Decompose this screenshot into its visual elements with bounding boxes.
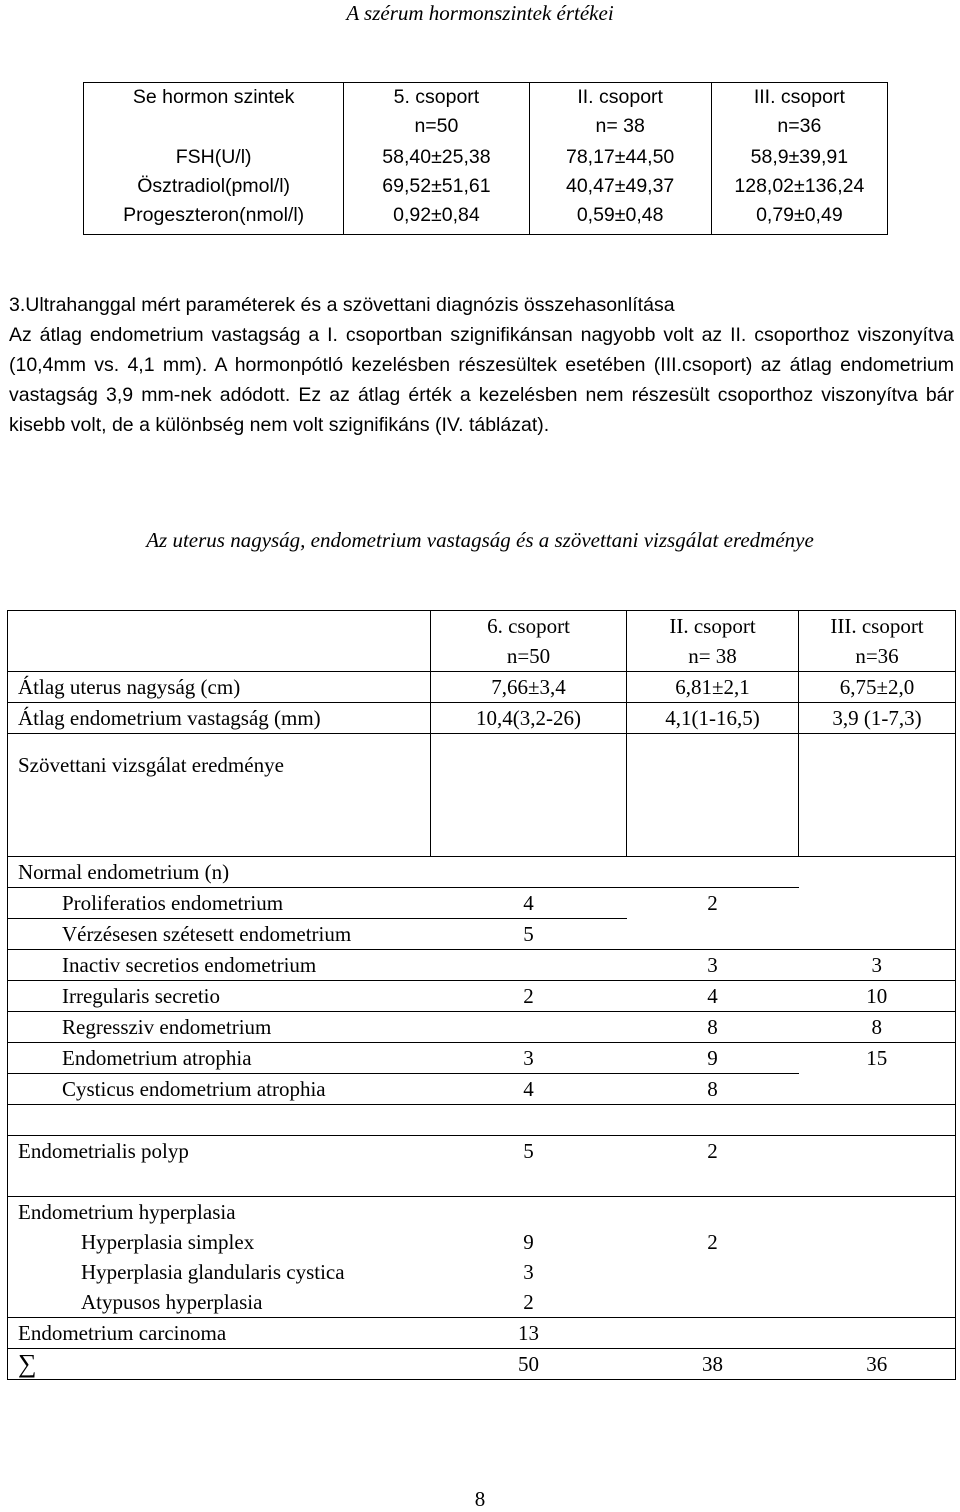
row-label: Endometrialis polyp [8, 1136, 431, 1167]
cell-value: 50 [431, 1349, 627, 1380]
cell-value: 15 [799, 1043, 956, 1074]
empty-cell [627, 734, 799, 857]
header-label [8, 611, 431, 672]
table-row [8, 672, 956, 703]
header-group-3: III. csoport n=36 [711, 83, 887, 144]
cell-value: 36 [799, 1349, 956, 1380]
row-label: Hyperplasia simplex [8, 1227, 431, 1257]
cell-value: 3 [431, 1043, 627, 1074]
row-label: Progeszteron(nmol/l) [84, 201, 344, 235]
table-header-row [84, 83, 888, 144]
spacer-row [8, 1105, 956, 1136]
cell-value: 4 [627, 981, 799, 1012]
cell-value: 0,79±0,49 [711, 201, 887, 235]
cell-value: 9 [523, 1230, 534, 1254]
cell-value [799, 1227, 956, 1257]
table-row [8, 1074, 956, 1105]
cell-value [627, 1257, 799, 1287]
cell-value: 3 [523, 1260, 534, 1284]
cell-value: 3 [799, 950, 956, 981]
cell-value: 8 [799, 1012, 956, 1043]
table-row [8, 888, 956, 919]
row-label: Endometrium hyperplasia [8, 1197, 431, 1228]
cell-value [627, 919, 799, 950]
table-row [8, 950, 956, 981]
header-group-2: II. csoport n= 38 [529, 83, 711, 144]
hormone-table [83, 82, 888, 235]
row-label: Inactiv secretios endometrium [8, 950, 431, 981]
table-row [8, 1318, 956, 1349]
table-row [8, 1136, 956, 1167]
table-row [8, 703, 956, 734]
cell-value [799, 1074, 956, 1105]
empty-cell [627, 1166, 799, 1197]
uterus-histology-table [7, 610, 956, 1380]
cell-value [627, 1287, 799, 1318]
cell-value: 5 [431, 1136, 627, 1167]
cell-value: 69,52±51,61 [344, 172, 529, 201]
section-body: Az átlag endometrium vastagság a I. csoportban szignifikánsan nagyobb volt az II. csoporthoz viszonyítva (10,4mm vs. 4,1 mm). A hormonpótló kezelésben részesültek esetében (III.csoport) az átlag endometrium vastagság 3,9 mm-nek adódott. Ez az átlag érték a kezelésben nem részesült csoporthoz viszonyítva bár kisebb volt, de a különbség nem volt szignifikáns (IV. táblázat). [9, 324, 954, 436]
row-label: Normal endometrium (n) [8, 857, 431, 888]
cell-value [627, 1318, 799, 1349]
cell-value [431, 950, 627, 981]
cell-value: 6,75±2,0 [799, 672, 956, 703]
cell-value: 6,81±2,1 [627, 672, 799, 703]
table2-title: Az uterus nagyság, endometrium vastagság és a szövettani vizsgálat eredménye [146, 528, 814, 552]
empty-cell [799, 734, 956, 857]
row-label: Atypusos hyperplasia [8, 1287, 431, 1318]
empty-cell [8, 1166, 431, 1197]
table-row [84, 143, 888, 172]
cell-value: 4,1(1-16,5) [627, 703, 799, 734]
empty-cell [627, 1105, 799, 1136]
cell-value: 2 [523, 1290, 534, 1314]
sum-row [8, 1349, 956, 1380]
cell-value: 3 [627, 950, 799, 981]
empty-cell [627, 1197, 799, 1228]
cell-value: 13 [431, 1318, 627, 1349]
sum-symbol: ∑ [8, 1349, 431, 1380]
empty-cell [431, 857, 627, 888]
cell-value: 0,92±0,84 [344, 201, 529, 235]
cell-value [799, 888, 956, 919]
row-label: Ösztradiol(pmol/l) [84, 172, 344, 201]
ultrasound-section [9, 290, 954, 440]
row-label: FSH(U/l) [84, 143, 344, 172]
cell-value [431, 1012, 627, 1043]
row-label: Hyperplasia glandularis cystica [8, 1257, 431, 1287]
empty-cell [799, 1166, 956, 1197]
empty-cell [627, 857, 799, 888]
cell-value [799, 1257, 956, 1287]
cell-value: 38 [627, 1349, 799, 1380]
header-group-2: II. csoport n= 38 [627, 611, 799, 672]
table-row [8, 1012, 956, 1043]
header-label: Se hormon szintek [84, 83, 344, 144]
row-label: Átlag endometrium vastagság (mm) [8, 703, 431, 734]
spacer-row [8, 1166, 956, 1197]
cell-value: 8 [627, 1074, 799, 1105]
cell-value [799, 1287, 956, 1318]
table-row [8, 919, 956, 950]
table-row [8, 1257, 956, 1287]
row-label: Vérzésesen szétesett endometrium [8, 919, 431, 950]
cell-value: 7,66±3,4 [431, 672, 627, 703]
cell-value: 4 [431, 1074, 627, 1105]
empty-cell [8, 1105, 431, 1136]
cell-value: 5 [431, 919, 627, 950]
empty-cell [799, 1197, 956, 1228]
header-group-3: III. csoport n=36 [799, 611, 956, 672]
cell-value: 2 [431, 981, 627, 1012]
row-label: Cysticus endometrium atrophia [8, 1074, 431, 1105]
cell-value: 9 [627, 1043, 799, 1074]
row-label: Endometrium atrophia [8, 1043, 431, 1074]
empty-cell [431, 1166, 627, 1197]
row-label: Proliferatios endometrium [8, 888, 431, 919]
header-group-1: 5. csoport n=50 [344, 83, 529, 144]
cell-value: 58,9±39,91 [711, 143, 887, 172]
table-row [84, 201, 888, 235]
table-row [84, 172, 888, 201]
empty-cell [799, 1105, 956, 1136]
cell-value: 40,47±49,37 [529, 172, 711, 201]
row-label: Regressziv endometrium [8, 1012, 431, 1043]
cell-value: 0,59±0,48 [529, 201, 711, 235]
table-row [8, 981, 956, 1012]
cell-value: 58,40±25,38 [344, 143, 529, 172]
table-row [8, 1197, 956, 1228]
cell-value: 2 [627, 888, 799, 919]
cell-value: 2 [627, 1136, 799, 1167]
table-row [8, 1287, 956, 1318]
cell-value: 3,9 (1-7,3) [799, 703, 956, 734]
table-header-row [8, 611, 956, 672]
cell-value: 8 [627, 1012, 799, 1043]
row-label: Endometrium carcinoma [8, 1318, 431, 1349]
table-row [8, 857, 956, 888]
section-row [8, 734, 956, 857]
section-label: Szövettani vizsgálat eredménye [8, 734, 431, 857]
header-group-1: 6. csoport n=50 [431, 611, 627, 672]
cell-value [799, 1136, 956, 1167]
row-label: Átlag uterus nagyság (cm) [8, 672, 431, 703]
table-row [8, 1043, 956, 1074]
empty-cell [431, 1105, 627, 1136]
page-number: 8 [474, 1487, 486, 1511]
section-heading: 3.Ultrahanggal mért paraméterek és a szövettani diagnózis összehasonlítása [9, 294, 675, 316]
table1-title: A szérum hormonszintek értékei [346, 1, 614, 25]
cell-value: 10,4(3,2-26) [431, 703, 627, 734]
cell-value [799, 919, 956, 950]
empty-cell [431, 1197, 627, 1228]
cell-value: 2 [707, 1230, 718, 1254]
cell-value [799, 1318, 956, 1349]
empty-cell [799, 857, 956, 888]
cell-value: 10 [799, 981, 956, 1012]
cell-value: 128,02±136,24 [711, 172, 887, 201]
empty-cell [431, 734, 627, 857]
cell-value: 78,17±44,50 [529, 143, 711, 172]
cell-value: 4 [431, 888, 627, 919]
table-row [8, 1227, 956, 1257]
row-label: Irregularis secretio [8, 981, 431, 1012]
